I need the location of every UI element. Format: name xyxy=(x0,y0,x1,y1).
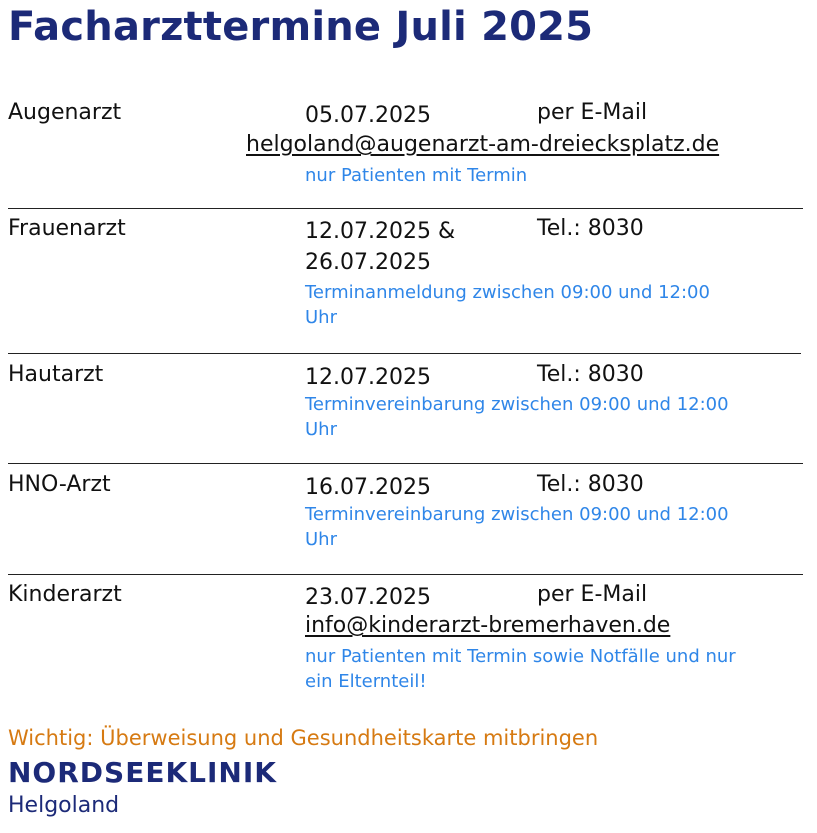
entry-note: nur Patienten mit Termin xyxy=(305,165,528,186)
contact-method: per E-Mail xyxy=(537,100,648,125)
appointment-date: 16.07.2025 xyxy=(305,475,431,500)
appointment-date: 05.07.2025 xyxy=(305,103,431,128)
entry-divider xyxy=(8,208,803,209)
specialty-label: Kinderarzt xyxy=(8,582,122,607)
entry-note: nur Patienten mit Termin sowie Notfälle und nur ein Elternteil! xyxy=(305,646,736,692)
contact-method: Tel.: 8030 xyxy=(537,362,644,387)
contact-method: Tel.: 8030 xyxy=(537,472,644,497)
specialty-label: Frauenarzt xyxy=(8,216,126,241)
nordseeklinik-logo xyxy=(8,756,277,818)
entry-note: Terminanmeldung zwischen 09:00 und 12:00 Uhr xyxy=(305,282,710,328)
logo-wordmark: NORDSEEKLINIK xyxy=(8,756,277,789)
important-notice: Wichtig: Überweisung und Gesundheitskarte mitbringen xyxy=(8,726,599,750)
email-link[interactable]: helgoland@augenarzt-am-dreiecksplatz.de xyxy=(246,132,720,157)
email-link[interactable]: info@kinderarzt-bremerhaven.de xyxy=(305,613,671,638)
appointment-entry-frauenarzt xyxy=(0,216,817,331)
entry-divider xyxy=(8,463,803,464)
entry-note: Terminvereinbarung zwischen 09:00 und 12:00 Uhr xyxy=(305,504,729,550)
appointment-date: 23.07.2025 xyxy=(305,585,431,610)
logo-location: Helgoland xyxy=(8,793,120,818)
contact-method: Tel.: 8030 xyxy=(537,216,644,241)
contact-method: per E-Mail xyxy=(537,582,648,607)
page-title: Facharzttermine Juli 2025 xyxy=(8,4,594,50)
specialty-label: Hautarzt xyxy=(8,362,104,387)
entry-divider xyxy=(8,574,803,575)
appointment-date: 12.07.2025 xyxy=(305,365,431,390)
specialty-label: HNO-Arzt xyxy=(8,472,111,497)
specialty-label: Augenarzt xyxy=(8,100,122,125)
appointment-entry-augenarzt xyxy=(0,100,817,190)
appointment-entry-hautarzt xyxy=(0,362,817,447)
appointment-date: 12.07.2025 & 26.07.2025 xyxy=(305,219,456,275)
appointment-entry-hno-arzt xyxy=(0,472,817,557)
entry-note: Terminvereinbarung zwischen 09:00 und 12:00 Uhr xyxy=(305,394,729,440)
appointment-entry-kinderarzt xyxy=(0,582,817,697)
entry-divider xyxy=(8,353,801,354)
